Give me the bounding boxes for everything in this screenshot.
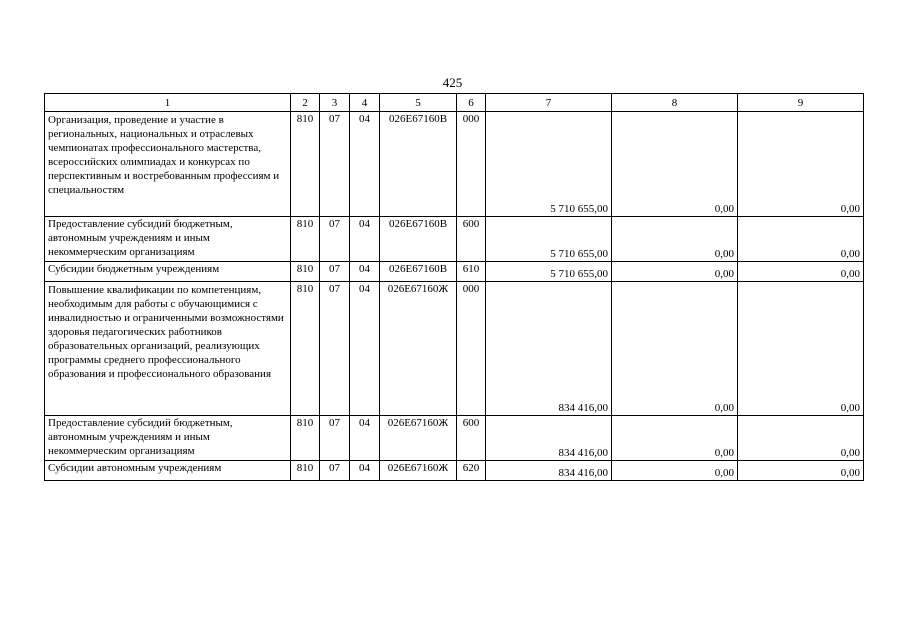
cell-amount-7: 5 710 655,00 bbox=[486, 217, 612, 262]
cell-section: 07 bbox=[320, 262, 350, 282]
cell-section: 07 bbox=[320, 112, 350, 217]
cell-ministry: 810 bbox=[291, 262, 320, 282]
cell-subsection: 04 bbox=[350, 112, 380, 217]
cell-amount-8: 0,00 bbox=[612, 461, 738, 481]
cell-amount-8: 0,00 bbox=[612, 217, 738, 262]
header-row bbox=[45, 94, 864, 112]
header-cell-4: 4 bbox=[350, 94, 380, 112]
header-cell-5: 5 bbox=[380, 94, 457, 112]
cell-subsection: 04 bbox=[350, 282, 380, 416]
cell-amount-9: 0,00 bbox=[738, 262, 864, 282]
cell-target-article: 026Е67160В bbox=[380, 112, 457, 217]
header-cell-2: 2 bbox=[291, 94, 320, 112]
cell-section: 07 bbox=[320, 416, 350, 461]
cell-target-article: 026Е67160В bbox=[380, 262, 457, 282]
cell-amount-9: 0,00 bbox=[738, 282, 864, 416]
row-name: Предоставление субсидий бюджетным, автономным учреждениям и иным некоммерческим организациям bbox=[45, 416, 291, 461]
cell-target-article: 026Е67160Ж bbox=[380, 416, 457, 461]
page-number: 425 bbox=[442, 75, 463, 90]
cell-amount-7: 5 710 655,00 bbox=[486, 112, 612, 217]
cell-section: 07 bbox=[320, 461, 350, 481]
table-row bbox=[45, 416, 864, 461]
cell-ministry: 810 bbox=[291, 416, 320, 461]
cell-amount-9: 0,00 bbox=[738, 461, 864, 481]
row-name: Предоставление субсидий бюджетным, автономным учреждениям и иным некоммерческим организациям bbox=[45, 217, 291, 262]
cell-ministry: 810 bbox=[291, 217, 320, 262]
header-cell-6: 6 bbox=[457, 94, 486, 112]
cell-subsection: 04 bbox=[350, 416, 380, 461]
table-row bbox=[45, 112, 864, 217]
cell-amount-9: 0,00 bbox=[738, 217, 864, 262]
table-row bbox=[45, 262, 864, 282]
cell-expense-type: 600 bbox=[457, 217, 486, 262]
header-cell-8: 8 bbox=[612, 94, 738, 112]
cell-section: 07 bbox=[320, 217, 350, 262]
cell-amount-9: 0,00 bbox=[738, 416, 864, 461]
budget-table bbox=[44, 93, 864, 481]
cell-ministry: 810 bbox=[291, 461, 320, 481]
cell-subsection: 04 bbox=[350, 217, 380, 262]
cell-expense-type: 610 bbox=[457, 262, 486, 282]
cell-amount-8: 0,00 bbox=[612, 282, 738, 416]
cell-amount-8: 0,00 bbox=[612, 416, 738, 461]
header-cell-3: 3 bbox=[320, 94, 350, 112]
row-name: Субсидии автономным учреждениям bbox=[45, 461, 291, 481]
table-row bbox=[45, 282, 864, 416]
cell-section: 07 bbox=[320, 282, 350, 416]
cell-expense-type: 600 bbox=[457, 416, 486, 461]
cell-expense-type: 000 bbox=[457, 282, 486, 416]
cell-target-article: 026Е67160В bbox=[380, 217, 457, 262]
cell-amount-7: 834 416,00 bbox=[486, 416, 612, 461]
cell-target-article: 026Е67160Ж bbox=[380, 282, 457, 416]
header-cell-7: 7 bbox=[486, 94, 612, 112]
cell-amount-9: 0,00 bbox=[738, 112, 864, 217]
cell-amount-8: 0,00 bbox=[612, 262, 738, 282]
row-name: Организация, проведение и участие в региональных, национальных и отраслевых чемпионатах профессионального мастерства, всероссийских олимпиадах и конкурсах по перспективным и востребованным профессиям и специальностям bbox=[45, 112, 291, 217]
header-cell-1: 1 bbox=[45, 94, 291, 112]
cell-target-article: 026Е67160Ж bbox=[380, 461, 457, 481]
cell-subsection: 04 bbox=[350, 461, 380, 481]
cell-amount-7: 5 710 655,00 bbox=[486, 262, 612, 282]
header-cell-9: 9 bbox=[738, 94, 864, 112]
row-name: Субсидии бюджетным учреждениям bbox=[45, 262, 291, 282]
cell-amount-7: 834 416,00 bbox=[486, 282, 612, 416]
cell-expense-type: 620 bbox=[457, 461, 486, 481]
row-name: Повышение квалификации по компетенциям, необходимым для работы с обучающимися с инвалидностью и ограниченными возможностями здоровья педагогических работников образовательных организаций, реализующих программы среднего профессионального образования и профессионального образования bbox=[45, 282, 291, 416]
cell-amount-8: 0,00 bbox=[612, 112, 738, 217]
table-row bbox=[45, 217, 864, 262]
cell-amount-7: 834 416,00 bbox=[486, 461, 612, 481]
cell-expense-type: 000 bbox=[457, 112, 486, 217]
cell-ministry: 810 bbox=[291, 112, 320, 217]
cell-ministry: 810 bbox=[291, 282, 320, 416]
table-row bbox=[45, 461, 864, 481]
cell-subsection: 04 bbox=[350, 262, 380, 282]
